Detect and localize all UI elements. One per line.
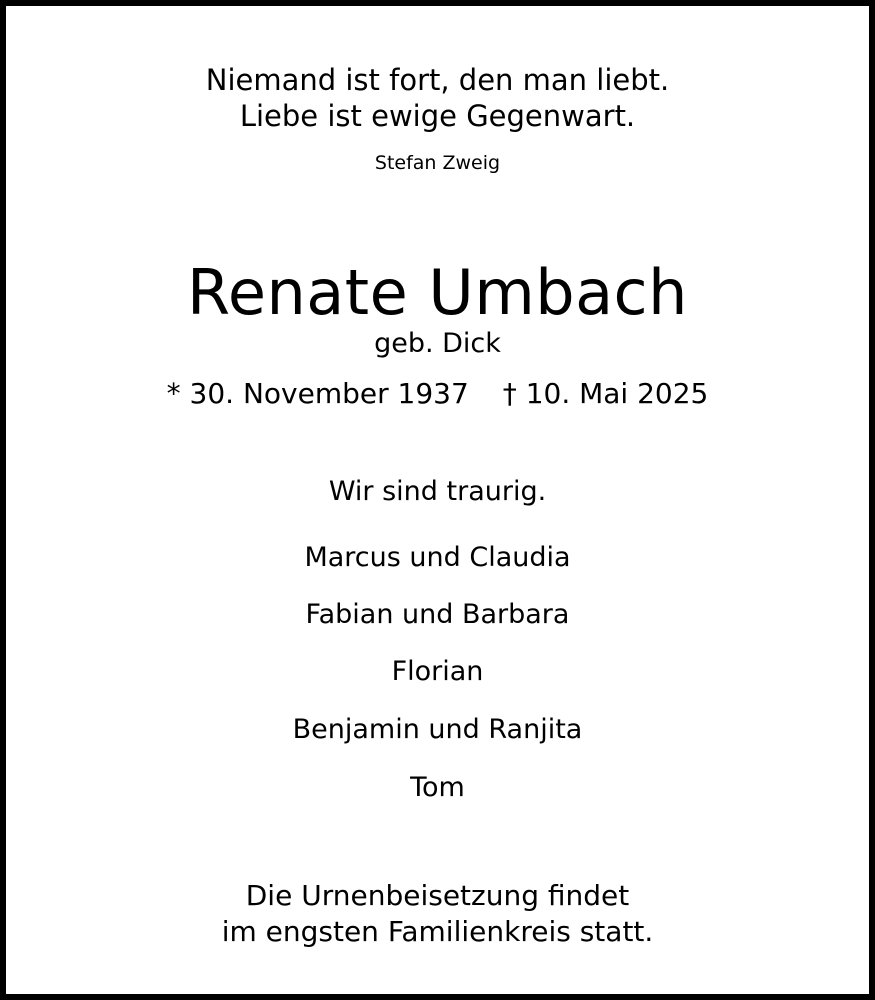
- mourning-statement: Wir sind traurig.: [328, 476, 547, 507]
- quote-block: [6, 62, 869, 134]
- death-date: 10. Mai 2025: [525, 377, 709, 410]
- deceased-name: Renate Umbach: [187, 256, 688, 329]
- death-cross-icon: †: [502, 377, 517, 410]
- quote-author: Stefan Zweig: [374, 152, 501, 174]
- maiden-name: geb. Dick: [374, 328, 501, 359]
- burial-notice-line-1: Die Urnenbeisetzung findet: [245, 879, 630, 912]
- mourner-name: Marcus und Claudia: [304, 542, 571, 573]
- burial-notice-line-2: im engsten Familienkreis statt.: [221, 915, 654, 948]
- life-dates: [6, 377, 869, 410]
- burial-notice: [6, 878, 869, 950]
- quote-line-1: Niemand ist fort, den man liebt.: [205, 63, 670, 97]
- mourner-name: Benjamin und Ranjita: [292, 714, 583, 745]
- birth-date: 30. November 1937: [189, 377, 469, 410]
- birth-symbol: *: [166, 377, 181, 410]
- mourner-name: Fabian und Barbara: [305, 599, 570, 630]
- mourner-name: Tom: [410, 772, 465, 803]
- mourner-name: Florian: [391, 656, 484, 687]
- quote-line-2: Liebe ist ewige Gegenwart.: [239, 99, 636, 133]
